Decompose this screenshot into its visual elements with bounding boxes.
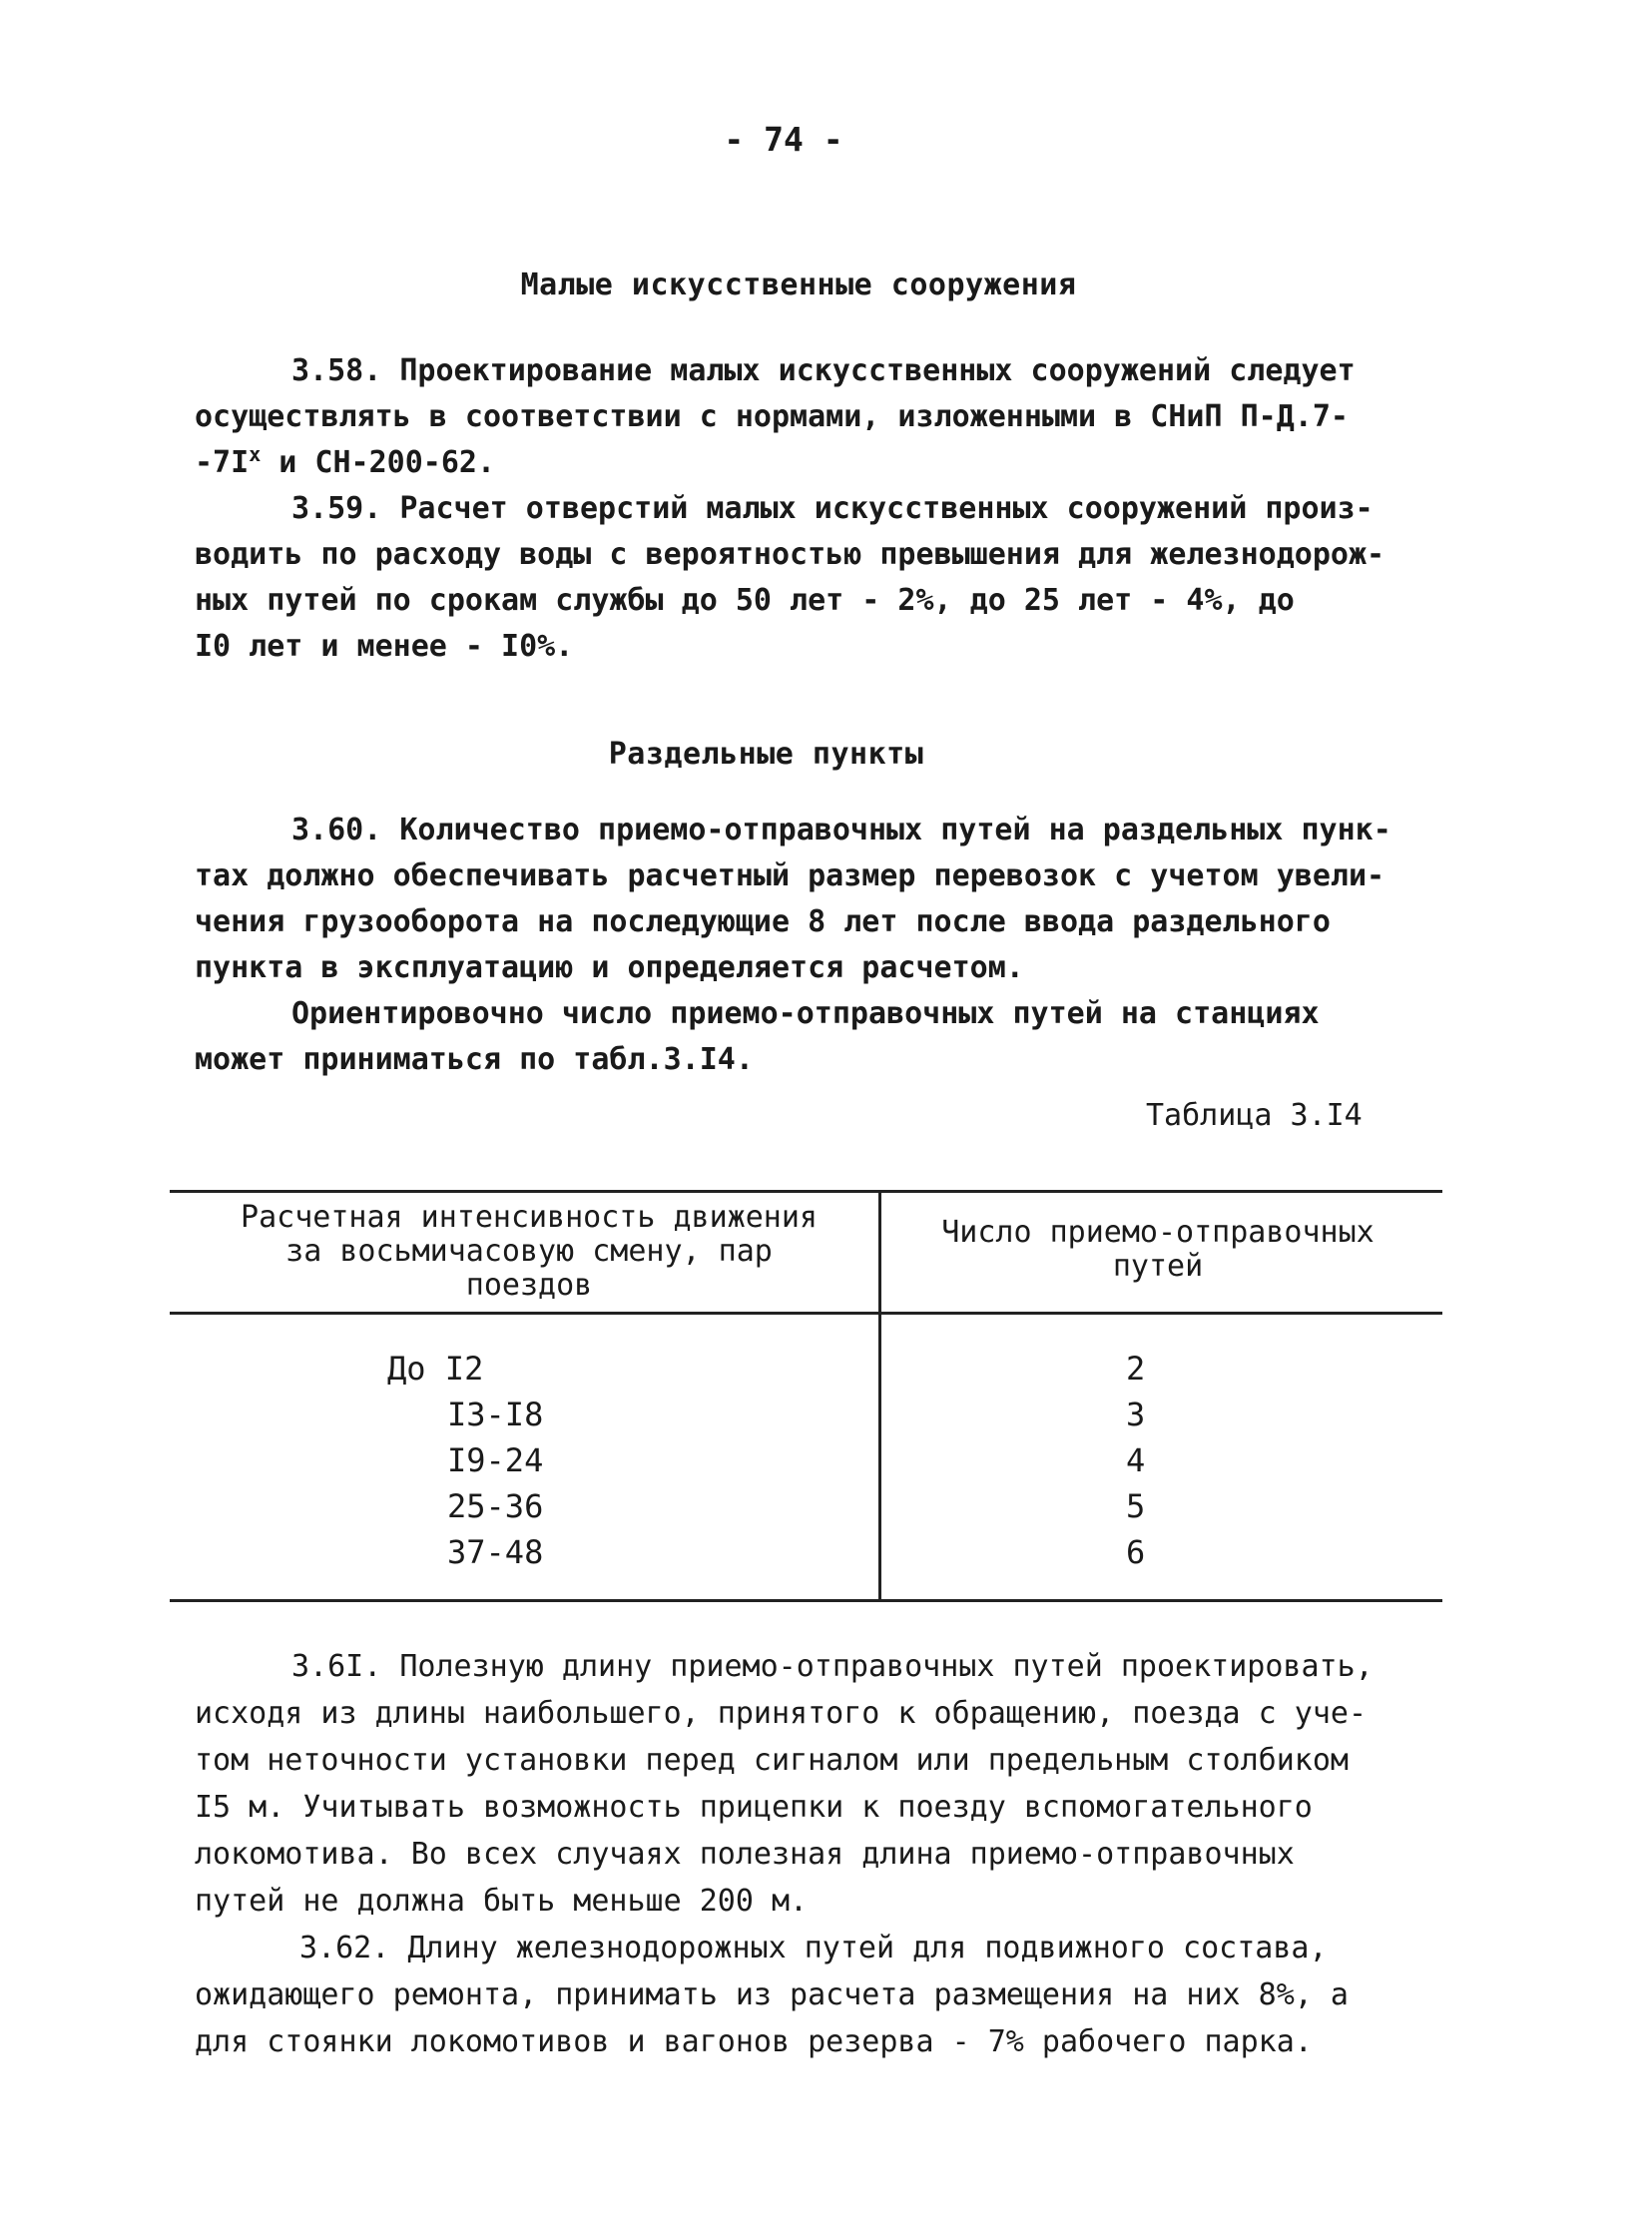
table-top-rule — [170, 1190, 1442, 1193]
paragraph-3-62-line-3: для стоянки локомотивов и вагонов резерва - 7% рабочего парка. — [195, 2024, 1313, 2059]
table-cell-intensity: До I2 — [387, 1350, 484, 1388]
paragraph-3-60-line-4: пункта в эксплуатацию и определяется расчетом. — [195, 950, 1024, 985]
paragraph-3-61-line-1: 3.6I. Полезную длину приемо-отправочных путей проектировать, — [291, 1649, 1374, 1684]
table-cell-tracks: 4 — [1126, 1441, 1146, 1479]
table-cell-tracks: 6 — [1126, 1533, 1146, 1571]
table-bottom-rule — [170, 1599, 1442, 1602]
table-header-track-count: Число приемо-отправочных путей — [941, 1215, 1375, 1284]
table-column-divider — [878, 1190, 881, 1599]
table-cell-intensity: I3-I8 — [447, 1396, 544, 1433]
table-cell-tracks: 2 — [1126, 1350, 1146, 1388]
table-cell-tracks: 3 — [1126, 1396, 1146, 1433]
paragraph-3-60-line-1: 3.60. Количество приемо-отправочных путей на раздельных пунк- — [291, 813, 1391, 847]
table-header-intensity: Расчетная интенсивность движения за восьмичасовую смену, пар поездов — [241, 1200, 818, 1303]
table-header-rule — [170, 1312, 1442, 1315]
table-cell-intensity: I9-24 — [447, 1441, 544, 1479]
paragraph-3-61-line-4: I5 м. Учитывать возможность прицепки к поезду вспомогательного — [195, 1790, 1313, 1825]
table-cell-tracks: 5 — [1126, 1487, 1146, 1525]
section-heading-separation-points: Раздельные пункты — [608, 737, 924, 772]
paragraph-3-61-line-6: путей не должна быть меньше 200 м. — [195, 1884, 809, 1919]
paragraph-3-62-line-1: 3.62. Длину железнодорожных путей для подвижного состава, — [299, 1931, 1328, 1965]
paragraph-3-61-line-5: локомотива. Во всех случаях полезная длина приемо-отправочных — [195, 1837, 1295, 1872]
table-cell-intensity: 25-36 — [447, 1487, 544, 1525]
paragraph-3-58-line-1: 3.58. Проектирование малых искусственных сооружений следует — [291, 353, 1356, 388]
paragraph-3-60-line-6: может приниматься по табл.3.I4. — [195, 1042, 754, 1077]
paragraph-3-58-line-2: осуществлять в соответствии с нормами, изложенными в СНиП П-Д.7- — [195, 399, 1349, 434]
paragraph-3-60-line-2: тах должно обеспечивать расчетный размер перевозок с учетом увели- — [195, 858, 1385, 893]
paragraph-3-58-line-3: $-7I^х$ и СН-200-62. — [195, 442, 496, 480]
paragraph-3-59-line-3: ных путей по срокам службы до 50 лет - 2%, до 25 лет - 4%, до — [195, 583, 1295, 618]
paragraph-3-59-line-2: водить по расходу воды с вероятностью превышения для железнодорож- — [195, 537, 1385, 572]
paragraph-3-61-line-3: том неточности установки перед сигналом или предельным столбиком — [195, 1743, 1349, 1778]
paragraph-3-59-line-4: I0 лет и менее - I0%. — [195, 629, 574, 664]
page-number: - 74 - — [724, 120, 843, 159]
table-caption: Таблица 3.I4 — [1146, 1098, 1363, 1133]
table-cell-intensity: 37-48 — [447, 1533, 544, 1571]
paragraph-3-59-line-1: 3.59. Расчет отверстий малых искусственных сооружений произ- — [291, 491, 1374, 526]
paragraph-3-62-line-2: ожидающего ремонта, принимать из расчета размещения на них 8%, а — [195, 1977, 1349, 2012]
paragraph-3-60-line-5: Ориентировочно число приемо-отправочных путей на станциях — [291, 996, 1320, 1031]
paragraph-3-61-line-2: исходя из длины наибольшего, принятого к обращению, поезда с уче- — [195, 1696, 1367, 1731]
paragraph-3-60-line-3: чения грузооборота на последующие 8 лет после ввода раздельного — [195, 904, 1331, 939]
section-heading-small-structures: Малые искусственные сооружения — [520, 268, 1077, 302]
